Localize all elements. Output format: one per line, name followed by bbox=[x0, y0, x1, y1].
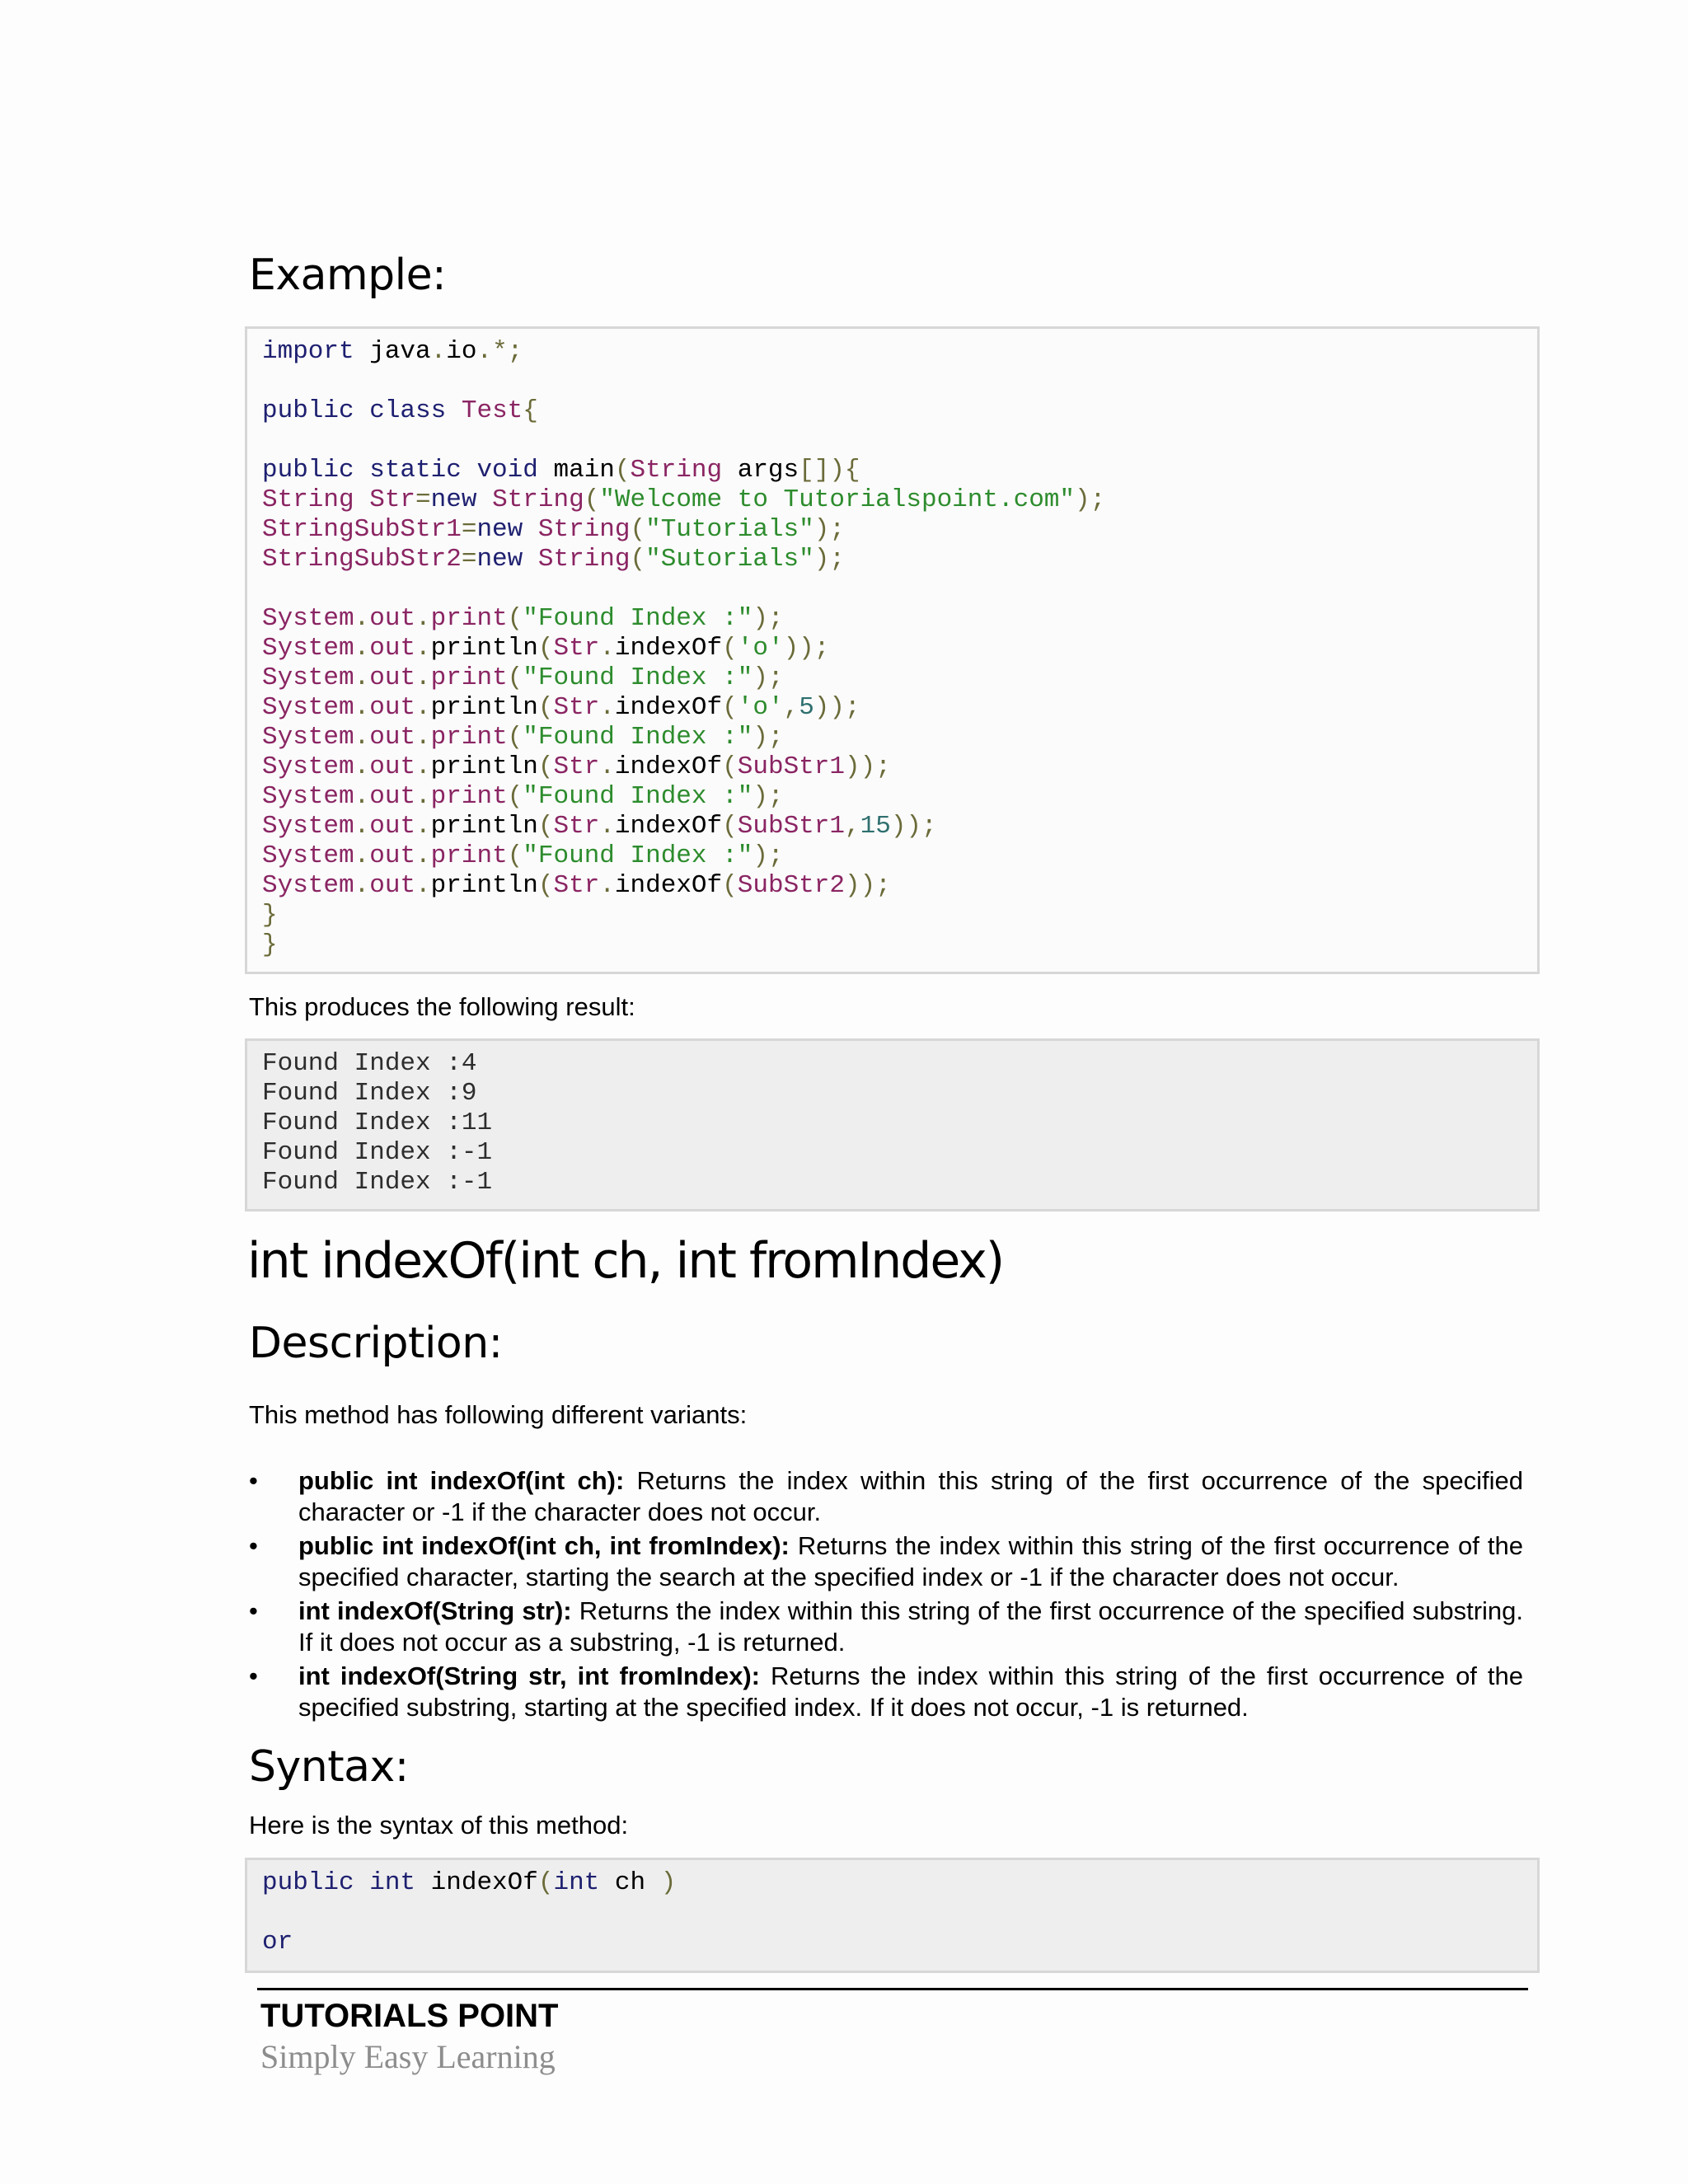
code-line bbox=[262, 812, 1522, 841]
code-token: ); bbox=[814, 515, 845, 544]
code-token: , bbox=[783, 693, 799, 722]
code-token: . bbox=[354, 841, 370, 870]
code-token: indexOf bbox=[614, 812, 723, 841]
code-token: println bbox=[430, 634, 538, 663]
code-token: . bbox=[354, 693, 370, 722]
code-blank-line bbox=[262, 1898, 1522, 1928]
code-token: out bbox=[369, 723, 416, 752]
code-line bbox=[262, 693, 1522, 723]
code-token: . bbox=[354, 871, 370, 900]
code-line bbox=[262, 634, 1522, 663]
code-token: ( bbox=[507, 841, 523, 870]
code-token: System bbox=[262, 782, 354, 811]
code-token: Str bbox=[553, 634, 600, 663]
bullet-icon: • bbox=[249, 1531, 258, 1560]
code-token: System bbox=[262, 693, 354, 722]
code-token: } bbox=[262, 901, 278, 930]
code-token: System bbox=[262, 871, 354, 900]
code-token: System bbox=[262, 634, 354, 663]
code-token: System bbox=[262, 752, 354, 781]
footer-brand-subtitle: Simply Easy Learning bbox=[260, 2038, 556, 2075]
code-token: out bbox=[369, 812, 416, 841]
code-token: . bbox=[599, 634, 615, 663]
code-token: System bbox=[262, 604, 354, 633]
code-token: print bbox=[430, 841, 508, 870]
code-line bbox=[262, 782, 1522, 812]
code-line bbox=[262, 545, 1522, 574]
code-blank-line bbox=[262, 367, 1522, 396]
code-token: . bbox=[354, 812, 370, 841]
code-token: String bbox=[523, 515, 631, 544]
code-token: indexOf bbox=[614, 693, 723, 722]
code-token: ( bbox=[630, 515, 646, 544]
code-token: . bbox=[415, 693, 431, 722]
code-token: )); bbox=[845, 752, 891, 781]
code-token: . bbox=[415, 841, 431, 870]
code-token: } bbox=[262, 930, 278, 959]
code-token: . bbox=[415, 752, 431, 781]
variants-list bbox=[249, 1465, 1523, 1726]
method-heading: int indexOf(int ch, int fromIndex) bbox=[247, 1232, 1004, 1290]
code-token: . bbox=[354, 663, 370, 692]
variant-description: Returns the index within this string of the first occurrence of the specified character or -1 if the character does not occur. bbox=[298, 1466, 1523, 1526]
code-token: out bbox=[369, 604, 416, 633]
code-token: or bbox=[262, 1928, 293, 1957]
output-line: Found Index :11 bbox=[262, 1108, 493, 1137]
code-token: out bbox=[369, 782, 416, 811]
code-token: SubStr2 bbox=[737, 871, 845, 900]
code-token: print bbox=[430, 723, 508, 752]
code-token: class bbox=[354, 396, 462, 425]
code-token: 5 bbox=[799, 693, 814, 722]
code-line bbox=[262, 1868, 1522, 1898]
code-token: . bbox=[415, 723, 431, 752]
result-output-block bbox=[245, 1038, 1540, 1212]
code-token: ( bbox=[630, 545, 646, 574]
code-token: ( bbox=[722, 871, 738, 900]
bullet-icon: • bbox=[249, 1596, 258, 1625]
code-token: out bbox=[369, 841, 416, 870]
code-token: ( bbox=[537, 812, 554, 841]
code-token: System bbox=[262, 723, 354, 752]
code-token: ); bbox=[753, 723, 784, 752]
code-token: print bbox=[430, 782, 508, 811]
code-token: ( bbox=[537, 693, 554, 722]
code-line bbox=[262, 723, 1522, 752]
example-code-block bbox=[245, 326, 1540, 974]
code-token: print bbox=[430, 604, 508, 633]
code-token: main bbox=[537, 456, 615, 485]
output-line: Found Index :-1 bbox=[262, 1138, 493, 1167]
code-token: { bbox=[523, 396, 538, 425]
variants-intro: This method has following different variants: bbox=[249, 1400, 748, 1429]
code-line bbox=[262, 901, 1522, 930]
code-blank-line bbox=[262, 426, 1522, 456]
code-token: 15 bbox=[860, 812, 891, 841]
code-token: SubStr1 bbox=[737, 752, 845, 781]
output-line: Found Index :9 bbox=[262, 1079, 477, 1108]
code-token: new bbox=[430, 485, 477, 514]
code-token: . bbox=[599, 693, 615, 722]
code-token: System bbox=[262, 841, 354, 870]
code-line bbox=[262, 841, 1522, 871]
code-token: out bbox=[369, 871, 416, 900]
code-token: . bbox=[354, 604, 370, 633]
code-token: = bbox=[415, 485, 431, 514]
list-item bbox=[249, 1596, 1523, 1658]
variant-description: Returns the index within this string of the first occurrence of the specified substring, starting at the specified index. If it does not occur, -1 is returned. bbox=[298, 1661, 1523, 1722]
code-token: . bbox=[599, 812, 615, 841]
code-token: Str bbox=[553, 752, 600, 781]
code-token: "Found Index :" bbox=[523, 782, 753, 811]
code-token: )); bbox=[845, 871, 891, 900]
code-token: int bbox=[553, 1868, 600, 1897]
code-token: ( bbox=[614, 456, 631, 485]
code-token: . bbox=[354, 634, 370, 663]
code-token: ( bbox=[584, 485, 600, 514]
code-token: 'o' bbox=[737, 693, 784, 722]
code-token: System bbox=[262, 663, 354, 692]
result-intro: This produces the following result: bbox=[249, 992, 635, 1021]
code-line bbox=[262, 485, 1522, 515]
code-line bbox=[262, 337, 1522, 367]
code-token: ); bbox=[753, 841, 784, 870]
code-token: println bbox=[430, 871, 538, 900]
syntax-heading: Syntax: bbox=[249, 1742, 409, 1792]
code-token: indexOf bbox=[614, 752, 723, 781]
code-token: new bbox=[476, 515, 523, 544]
code-token: String bbox=[262, 485, 354, 514]
code-token: )); bbox=[814, 693, 860, 722]
code-token: SubStr1 bbox=[737, 812, 845, 841]
code-token: ch bbox=[599, 1868, 661, 1897]
code-token: . bbox=[415, 782, 431, 811]
list-item bbox=[249, 1530, 1523, 1593]
code-token: "Found Index :" bbox=[523, 841, 753, 870]
code-token: print bbox=[430, 663, 508, 692]
variant-signature: public int indexOf(int ch, int fromIndex): bbox=[298, 1531, 790, 1560]
code-token: . bbox=[599, 871, 615, 900]
code-token: io bbox=[446, 337, 477, 366]
code-token: String bbox=[630, 456, 723, 485]
code-line bbox=[262, 604, 1522, 634]
code-token: . bbox=[415, 871, 431, 900]
list-item bbox=[249, 1661, 1523, 1723]
code-token: ( bbox=[507, 604, 523, 633]
code-token: "Found Index :" bbox=[523, 663, 753, 692]
code-token: = bbox=[461, 515, 477, 544]
description-heading: Description: bbox=[249, 1319, 503, 1368]
bullet-icon: • bbox=[249, 1466, 258, 1495]
code-token: import bbox=[262, 337, 354, 366]
code-token: ); bbox=[753, 782, 784, 811]
code-token: . bbox=[415, 634, 431, 663]
variant-signature: int indexOf(String str, int fromIndex): bbox=[298, 1661, 760, 1690]
code-token: , bbox=[845, 812, 860, 841]
code-token: "Tutorials" bbox=[645, 515, 814, 544]
code-token: ); bbox=[753, 604, 784, 633]
code-line bbox=[262, 396, 1522, 426]
code-token: Str bbox=[354, 485, 416, 514]
variant-signature: int indexOf(String str): bbox=[298, 1596, 572, 1625]
variant-description: Returns the index within this string of the first occurrence of the specified character, starting the search at the specified index or -1 if the character does not occur. bbox=[298, 1531, 1523, 1591]
code-token: out bbox=[369, 752, 416, 781]
code-token: 'o' bbox=[737, 634, 784, 663]
code-token: ( bbox=[507, 782, 523, 811]
code-token: ( bbox=[722, 752, 738, 781]
code-token: println bbox=[430, 693, 538, 722]
code-token: ); bbox=[1075, 485, 1106, 514]
code-token: Test bbox=[461, 396, 523, 425]
code-blank-line bbox=[262, 574, 1522, 604]
code-token: out bbox=[369, 693, 416, 722]
code-token: ) bbox=[660, 1868, 677, 1897]
code-token: . bbox=[415, 663, 431, 692]
bullet-icon: • bbox=[249, 1661, 258, 1690]
code-token: System bbox=[262, 812, 354, 841]
code-token: println bbox=[430, 812, 538, 841]
code-line bbox=[262, 752, 1522, 782]
code-token: "Found Index :" bbox=[523, 723, 753, 752]
code-token: indexOf bbox=[614, 871, 723, 900]
variant-description: Returns the index within this string of the first occurrence of the specified substring. If it does not occur as a substring, -1 is returned. bbox=[298, 1596, 1523, 1657]
code-line bbox=[262, 930, 1522, 960]
code-token: "Sutorials" bbox=[645, 545, 814, 574]
code-line bbox=[262, 871, 1522, 901]
output-line: Found Index :4 bbox=[262, 1049, 477, 1078]
code-token: ( bbox=[507, 663, 523, 692]
code-token: ( bbox=[537, 752, 554, 781]
footer-divider bbox=[257, 1988, 1528, 1990]
code-token: java bbox=[354, 337, 431, 366]
code-token: ); bbox=[814, 545, 845, 574]
code-token: ( bbox=[722, 812, 738, 841]
example-heading: Example: bbox=[249, 251, 447, 300]
syntax-intro: Here is the syntax of this method: bbox=[249, 1811, 629, 1840]
code-token: out bbox=[369, 634, 416, 663]
list-item bbox=[249, 1465, 1523, 1528]
code-token: println bbox=[430, 752, 538, 781]
code-token: public static void bbox=[262, 456, 538, 485]
code-token: new bbox=[476, 545, 523, 574]
code-token: )); bbox=[783, 634, 830, 663]
code-token: "Welcome to Tutorialspoint.com" bbox=[599, 485, 1076, 514]
code-token: "Found Index :" bbox=[523, 604, 753, 633]
code-token: StringSubStr2 bbox=[262, 545, 462, 574]
code-token: out bbox=[369, 663, 416, 692]
code-token: ( bbox=[722, 693, 738, 722]
code-line bbox=[262, 456, 1522, 485]
code-line bbox=[262, 1928, 1522, 1957]
code-token: . bbox=[354, 782, 370, 811]
code-token: . bbox=[415, 812, 431, 841]
code-token: ( bbox=[722, 634, 738, 663]
code-token: )); bbox=[890, 812, 937, 841]
code-token: indexOf bbox=[614, 634, 723, 663]
code-token: . bbox=[354, 752, 370, 781]
code-line bbox=[262, 515, 1522, 545]
code-token: ( bbox=[537, 871, 554, 900]
code-token: ( bbox=[537, 1868, 554, 1897]
code-token: []){ bbox=[799, 456, 860, 485]
variant-signature: public int indexOf(int ch): bbox=[298, 1466, 625, 1495]
code-token: Str bbox=[553, 871, 600, 900]
code-token: String bbox=[476, 485, 584, 514]
code-token: public int bbox=[262, 1868, 416, 1897]
code-token: public bbox=[262, 396, 354, 425]
code-token: .*; bbox=[476, 337, 523, 366]
code-token: ( bbox=[507, 723, 523, 752]
code-token: String bbox=[523, 545, 631, 574]
code-token: ( bbox=[537, 634, 554, 663]
footer-brand-title: TUTORIALS POINT bbox=[260, 1998, 559, 2034]
code-token: . bbox=[354, 723, 370, 752]
syntax-code-block bbox=[245, 1858, 1540, 1973]
output-line: Found Index :-1 bbox=[262, 1168, 493, 1197]
code-token: . bbox=[415, 604, 431, 633]
code-token: StringSubStr1 bbox=[262, 515, 462, 544]
code-line bbox=[262, 663, 1522, 693]
code-token: ); bbox=[753, 663, 784, 692]
code-token: . bbox=[430, 337, 447, 366]
code-token: Str bbox=[553, 812, 600, 841]
code-token: = bbox=[461, 545, 477, 574]
code-token: Str bbox=[553, 693, 600, 722]
code-token: args bbox=[722, 456, 799, 485]
code-token: . bbox=[599, 752, 615, 781]
code-token: indexOf bbox=[415, 1868, 538, 1897]
